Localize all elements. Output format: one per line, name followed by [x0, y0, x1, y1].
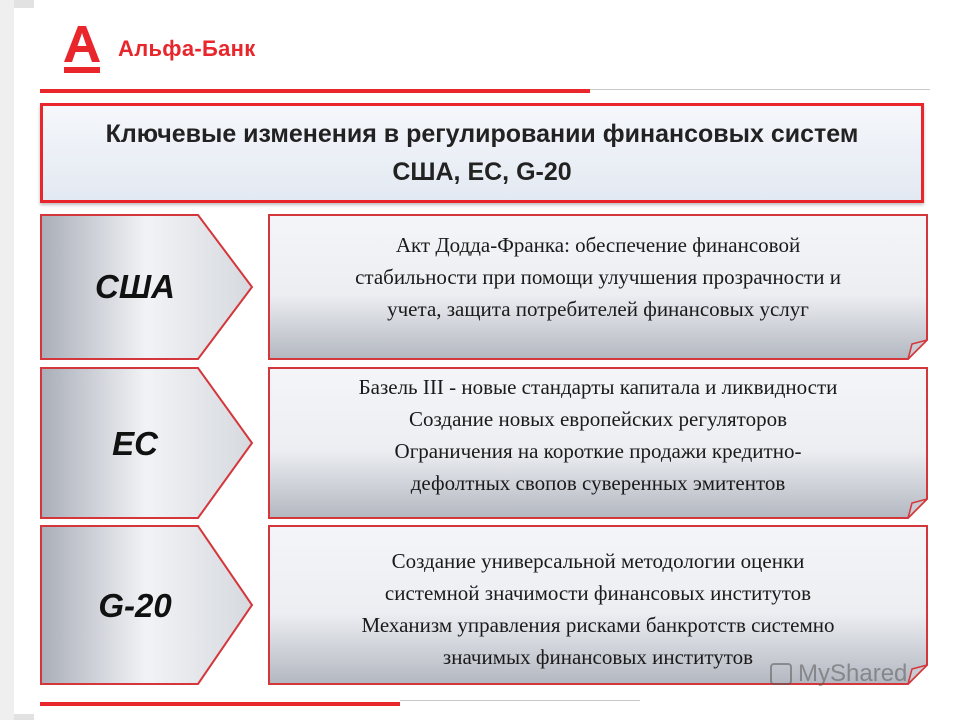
brand-name: Альфа-Банк	[118, 36, 256, 61]
measure-line: системной значимости финансовых институтов	[384, 581, 812, 605]
region-label-usa: США	[95, 268, 175, 305]
header-divider-red	[40, 89, 590, 93]
measure-text-eu	[268, 371, 928, 499]
title-line-1: Ключевые изменения в регулировании финансовых систем	[105, 120, 859, 148]
brand-logo	[62, 24, 256, 74]
region-label-eu: ЕС	[112, 425, 158, 462]
header-divider-grey	[590, 89, 930, 90]
measure-line: Создание новых европейских регуляторов	[409, 407, 787, 431]
region-arrow-eu	[40, 367, 254, 519]
footer-divider-red	[40, 702, 400, 706]
measure-line: значимых финансовых институтов	[442, 645, 754, 669]
footer-divider-grey	[400, 700, 640, 701]
measure-line: учета, защита потребителей финансовых услуг	[387, 297, 809, 321]
measure-card-usa	[268, 214, 928, 360]
myshared-logo-icon	[770, 663, 792, 685]
left-edge-bar-inner	[0, 0, 14, 720]
region-arrow-g20	[40, 525, 254, 685]
alfa-logo-icon	[62, 24, 102, 74]
measure-line: Ограничения на короткие продажи кредитно-	[394, 439, 802, 463]
measure-line: Механизм управления рисками банкротств системно	[361, 613, 835, 637]
measure-line: Базель III - новые стандарты капитала и ликвидности	[358, 375, 838, 399]
measure-line: дефолтных свопов суверенных эмитентов	[410, 471, 786, 495]
title-line-2: США, ЕС, G-20	[392, 158, 572, 186]
watermark-text: MyShared	[798, 660, 908, 687]
region-arrow-usa	[40, 214, 254, 360]
measure-text-g20	[268, 545, 928, 673]
measure-line: Акт Додда-Франка: обеспечение финансовой	[395, 233, 801, 257]
measure-card-eu	[268, 367, 928, 519]
watermark	[770, 660, 907, 688]
region-label-g20: G-20	[98, 587, 172, 624]
title-box	[40, 103, 924, 203]
measure-line: стабильности при помощи улучшения прозрачности и	[355, 265, 841, 289]
measure-text-usa	[268, 229, 928, 325]
measure-line: Создание универсальной методологии оценки	[391, 549, 805, 573]
